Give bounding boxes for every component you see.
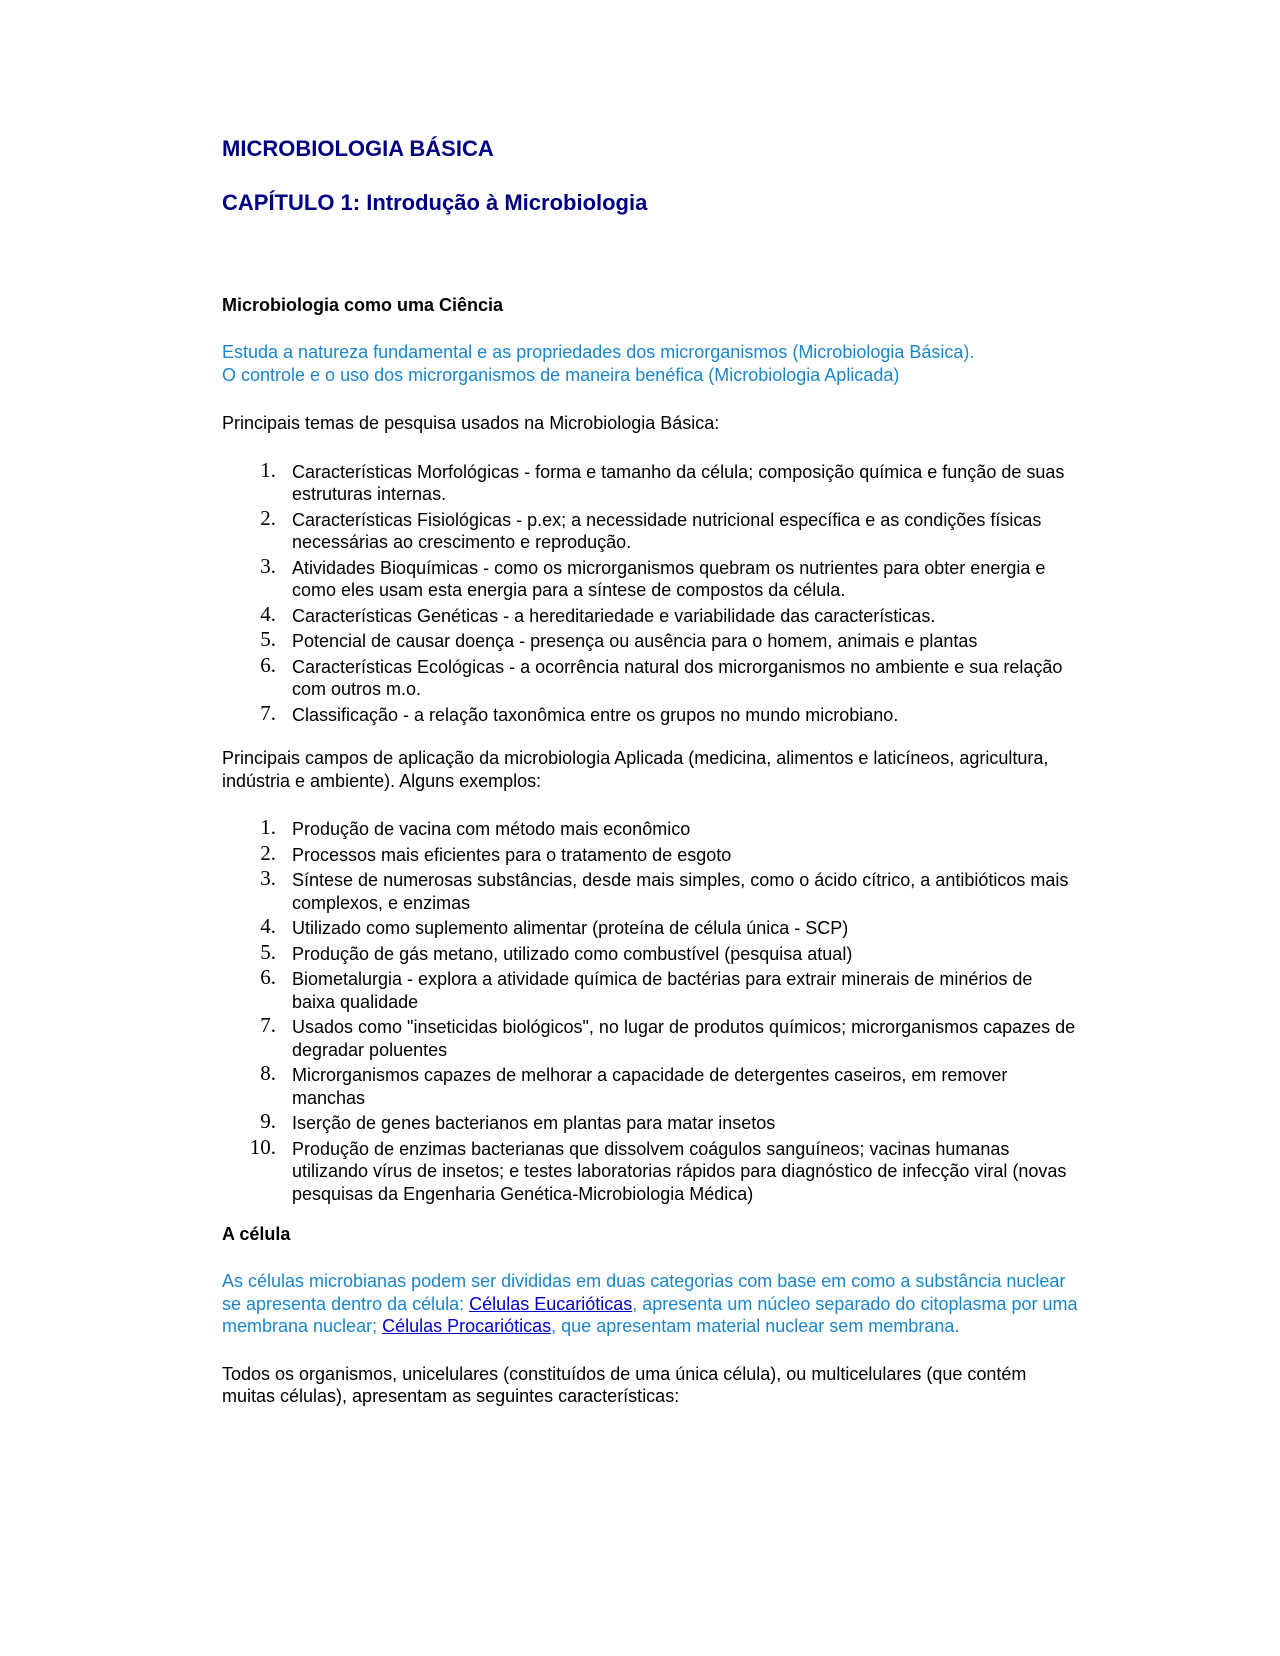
applied-example-item <box>222 1134 1080 1206</box>
intro-line-2: O controle e o uso dos microrganismos de maneira benéfica (Microbiologia Aplicada) <box>222 364 900 385</box>
basic-topics-lead: Principais temas de pesquisa usados na Microbiologia Básica: <box>222 413 720 433</box>
applied-examples-list <box>222 815 1080 1205</box>
list-item-text: Iserção de genes bacterianos em plantas para matar insetos <box>292 1113 776 1133</box>
basic-topic-item <box>222 553 1080 602</box>
list-item-text: Utilizado como suplemento alimentar (proteína de célula única - SCP) <box>292 918 849 938</box>
section-heading-science: Microbiologia como uma Ciência <box>222 295 504 315</box>
applied-example-item <box>222 1061 1080 1109</box>
basic-topic-item <box>222 601 1080 628</box>
list-item-number: 8. <box>260 1061 276 1085</box>
list-item-number: 6. <box>260 965 276 989</box>
list-item-text: Produção de gás metano, utilizado como combustível (pesquisa atual) <box>292 943 853 964</box>
list-item-text: Classificação - a relação taxonômica entre os grupos no mundo microbiano. <box>292 704 899 725</box>
applied-example-item <box>222 965 1080 1013</box>
applied-example-item <box>222 866 1080 914</box>
list-item-text: Atividades Bioquímicas - como os microrganismos quebram os nutrientes para obter energia e como eles usam esta energia para a síntese de compostos da célula. <box>292 557 1046 600</box>
list-item-text: Características Ecológicas - a ocorrência natural dos microrganismos no ambiente e sua relação com outros m.o. <box>292 656 1063 699</box>
basic-topic-item <box>222 652 1080 701</box>
list-item-number: 3. <box>260 553 276 578</box>
organisms-paragraph: Todos os organismos, unicelulares (constituídos de uma única célula), ou multicelulares (que contém muitas células), apresentam as seguintes características: <box>222 1363 1027 1406</box>
applied-example-item <box>222 1013 1080 1061</box>
applied-example-item <box>222 939 1080 966</box>
applied-fields-lead: Principais campos de aplicação da microbiologia Aplicada (medicina, alimentos e laticíneos, agricultura, indústria e ambiente). Alguns exemplos: <box>222 748 1049 791</box>
list-item-text: Síntese de numerosas substâncias, desde mais simples, como o ácido cítrico, a antibióticos mais complexos, e enzimas <box>292 870 1069 913</box>
list-item-number: 6. <box>260 652 276 677</box>
list-item-text: Produção de vacina com método mais econômico <box>292 819 691 839</box>
cell-text-part-2: , apresenta um núcleo separado do citoplasma por uma membrana nuclear; <box>222 1293 1078 1336</box>
list-item-text: Usados como "inseticidas biológicos", no lugar de produtos químicos; microrganismos capazes de degradar poluentes <box>292 1017 1076 1060</box>
cell-text-part-3: , que apresentam material nuclear sem membrana. <box>551 1316 960 1336</box>
list-item-number: 2. <box>260 505 276 530</box>
list-item-number: 7. <box>260 1013 276 1037</box>
section-heading-cell: A célula <box>222 1224 291 1244</box>
list-item-number: 5. <box>260 939 276 964</box>
list-item-text: Processos mais eficientes para o tratamento de esgoto <box>292 844 732 865</box>
basic-topic-item <box>222 700 1080 727</box>
list-item-number: 4. <box>260 914 276 938</box>
list-item-number: 1. <box>260 815 276 839</box>
cell-text-part-1: As células microbianas podem ser divididas em duas categorias com base em como a substância nuclear se apresenta dentro da célula: <box>222 1271 1066 1314</box>
list-item-number: 1. <box>260 457 276 482</box>
list-item-text: Características Morfológicas - forma e tamanho da célula; composição química e função de suas estruturas internas. <box>292 461 1065 504</box>
list-item-number: 9. <box>260 1109 276 1133</box>
chapter-title: CAPÍTULO 1: Introdução à Microbiologia <box>222 190 648 215</box>
cell-categories-paragraph <box>222 1270 1080 1338</box>
list-item-text: Microrganismos capazes de melhorar a capacidade de detergentes caseiros, em remover manchas <box>292 1065 1008 1108</box>
basic-topics-list <box>222 457 1080 727</box>
basic-topic-item <box>222 505 1080 554</box>
intro-paragraph <box>222 341 1080 386</box>
list-item-text: Características Fisiológicas - p.ex; a necessidade nutricional específica e as condições físicas necessárias ao crescimento e reprodução. <box>292 509 1042 552</box>
applied-example-item <box>222 914 1080 940</box>
list-item-number: 7. <box>260 700 276 725</box>
applied-example-item <box>222 840 1080 867</box>
applied-example-item <box>222 1109 1080 1135</box>
list-item-text: Características Genéticas - a hereditariedade e variabilidade das características. <box>292 605 936 626</box>
list-item-number: 2. <box>260 840 276 865</box>
list-item-text: Biometalurgia - explora a atividade química de bactérias para extrair minerais de minérios de baixa qualidade <box>292 969 1033 1012</box>
list-item-text: Potencial de causar doença - presença ou ausência para o homem, animais e plantas <box>292 631 978 651</box>
document-title: MICROBIOLOGIA BÁSICA <box>222 136 494 161</box>
list-item-number: 5. <box>260 627 276 651</box>
applied-example-item <box>222 815 1080 841</box>
list-item-number: 4. <box>260 601 276 626</box>
basic-topic-item <box>222 457 1080 506</box>
eukaryotic-cells-link[interactable]: Células Eucarióticas <box>469 1293 633 1314</box>
list-item-text: Produção de enzimas bacterianas que dissolvem coágulos sanguíneos; vacinas humanas utilizando vírus de insetos; e testes laboratorias rápidos para diagnóstico de infecção viral (novas pesquisas da Engenharia Genética-Microbiologia Médica) <box>292 1138 1067 1204</box>
list-item-number: 3. <box>260 866 276 890</box>
intro-line-1: Estuda a natureza fundamental e as propriedades dos microrganismos (Microbiologia Básica). <box>222 342 975 362</box>
prokaryotic-cells-link[interactable]: Células Procarióticas <box>382 1316 552 1336</box>
basic-topic-item <box>222 627 1080 653</box>
list-item-number: 10. <box>249 1134 276 1159</box>
